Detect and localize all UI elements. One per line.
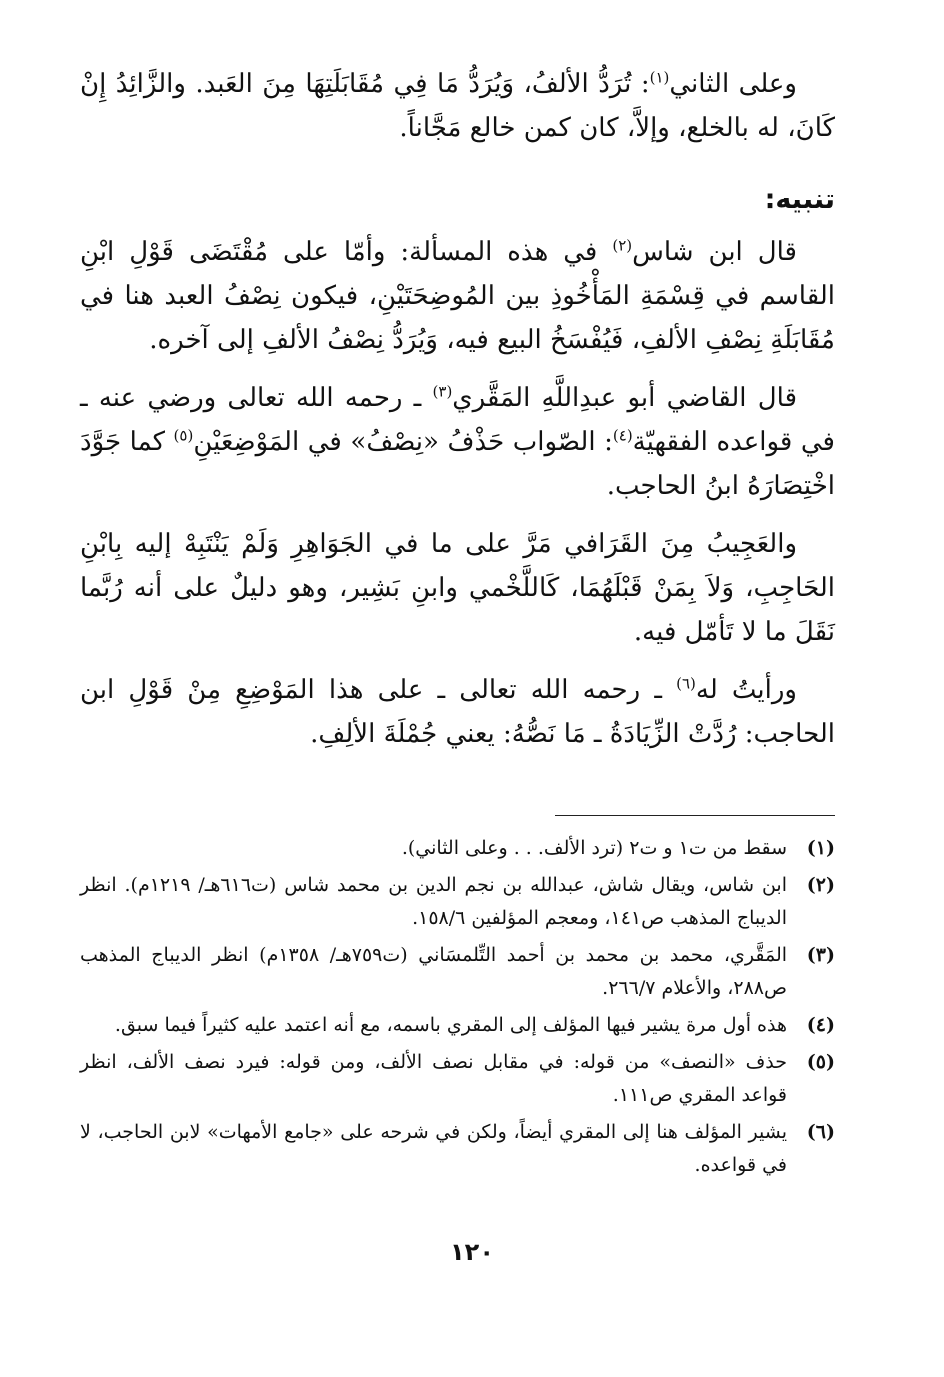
paragraph-3-text-b: ـ رحمه الله تعالى ورضي عنه ـ في قواعده الفقهيّة — [80, 383, 835, 457]
footnote-text: يشير المؤلف هنا إلى المقري أيضاً، ولكن في شرحه على «جامع الأمهات» لابن الحاجب، لا في قواعده. — [80, 1121, 787, 1176]
footnote-number: (٣) — [806, 944, 835, 966]
paragraph-2 — [80, 230, 835, 362]
footnote-ref-4: (٤) — [612, 426, 633, 445]
footnote-4 — [80, 1009, 835, 1042]
footnote-text: ابن شاس، ويقال شاش، عبدالله بن نجم الدين بن محمد شاس (ت٦١٦هـ/ ١٢١٩م). انظر الديباج المذهب ص١٤١، ومعجم المؤلفين ١٥٨/٦. — [80, 874, 787, 929]
footnote-separator — [555, 815, 835, 816]
footnote-ref-5: (٥) — [173, 426, 194, 445]
footnote-text: هذه أول مرة يشير فيها المؤلف إلى المقري باسمه، مع أنه اعتمد عليه كثيراً فيما سبق. — [114, 1014, 787, 1036]
footnote-1 — [80, 832, 835, 865]
footnote-text: سقط من ت١ و ت٢ (ترد الألف. . . وعلى الثاني). — [401, 837, 787, 859]
paragraph-3-text-a: قال القاضي أبو عبدِاللَّهِ المَقَّري — [452, 383, 797, 413]
main-text — [80, 62, 835, 770]
footnote-number: (٢) — [806, 874, 835, 896]
footnote-number: (٦) — [806, 1121, 835, 1143]
paragraph-5 — [80, 668, 835, 756]
paragraph-5-text-b: ـ رحمه الله تعالى ـ على هذا المَوْضِعِ مِنْ قَوْلِ ابن الحاجب: رُدَّتْ الزِّيَادَةُ ـ مَا نَصُّهُ: يعني جُمْلَةَ الألِفِ. — [80, 675, 835, 749]
paragraph-4: والعَجِيبُ مِنَ القَرَافي مَرَّ على ما في الجَوَاهِرِ وَلَمْ يَنْتَبِهْ إليه بِابْنِ الحَاجِبِ، وَلاَ بِمَنْ قَبْلَهُمَا، كَاللَّخْمي وابنِ بَشِير، وهو دليلٌ على أنه رُبَّما نَقَلَ ما لا تَأمّل فيه. — [80, 529, 835, 647]
footnote-number: (١) — [806, 837, 835, 859]
footnote-ref-3: (٣) — [432, 382, 453, 401]
footnote-text: حذف «النصف» من قوله: في مقابل نصف الألف، ومن قوله: فيرد نصف الألف، انظر قواعد المقري ص١١١. — [80, 1051, 787, 1106]
paragraph-1-text-b: : تُرَدُّ الألفُ، وَيُرَدُّ مَا فِي مُقَابَلَتِهَا مِنَ العَبد. والزَّائِدُ إِنْ كَانَ، له بالخلع، وإلاَّ، كان كمن خالع مَجَّاناً. — [80, 69, 835, 143]
footnote-ref-2: (٢) — [612, 236, 633, 255]
footnote-text: المَقَّري، محمد بن محمد بن أحمد التِّلمسَاني (ت٧٥٩هـ/ ١٣٥٨م) انظر الديباج المذهب ص٢٨٨، والأعلام ٢٦٦/٧. — [80, 944, 788, 999]
footnotes — [80, 832, 835, 1186]
footnote-2 — [80, 869, 835, 935]
footnote-number: (٤) — [806, 1014, 835, 1036]
footnote-ref-1: (١) — [649, 68, 670, 87]
footnote-5 — [80, 1046, 835, 1112]
paragraph-1 — [80, 62, 835, 150]
footnote-ref-6: (٦) — [676, 674, 696, 693]
paragraph-5-text-a: ورأيتُ له — [695, 675, 797, 705]
paragraph-2-text-b: في هذه المسألة: وأمّا على مُقْتَضَى قَوْلِ ابْنِ القاسم في قِسْمَةِ المَأْخُوذِ بين المُوضِحَتَيْنِ، فيكون نِصْفُ العبد هنا في مُقَابَلَةِ نِصْفِ الألفِ، فَيُفْسَخُ البيع فيه، وَيُرَدُّ نِصْفُ الألفِ إلى آخره. — [80, 237, 835, 355]
paragraph-2-text-a: قال ابن شاس — [632, 237, 797, 267]
section-heading: تنبيه: — [764, 184, 835, 215]
footnote-3 — [80, 939, 835, 1005]
paragraph-3 — [80, 376, 835, 508]
paragraph-1-text-a: وعلى الثاني — [669, 69, 797, 99]
page-number: ١٢٠ — [450, 1238, 494, 1266]
footnote-6 — [80, 1116, 835, 1182]
paragraph-3-text-c: : الصّواب حَذْفُ «نِصْفُ» في المَوْضِعَيْنِ — [193, 427, 613, 457]
footnote-number: (٥) — [806, 1051, 835, 1073]
paragraph-3-text-d: كما جَوَّدَ اخْتِصَارَهُ ابنُ الحاجب. — [80, 427, 835, 501]
